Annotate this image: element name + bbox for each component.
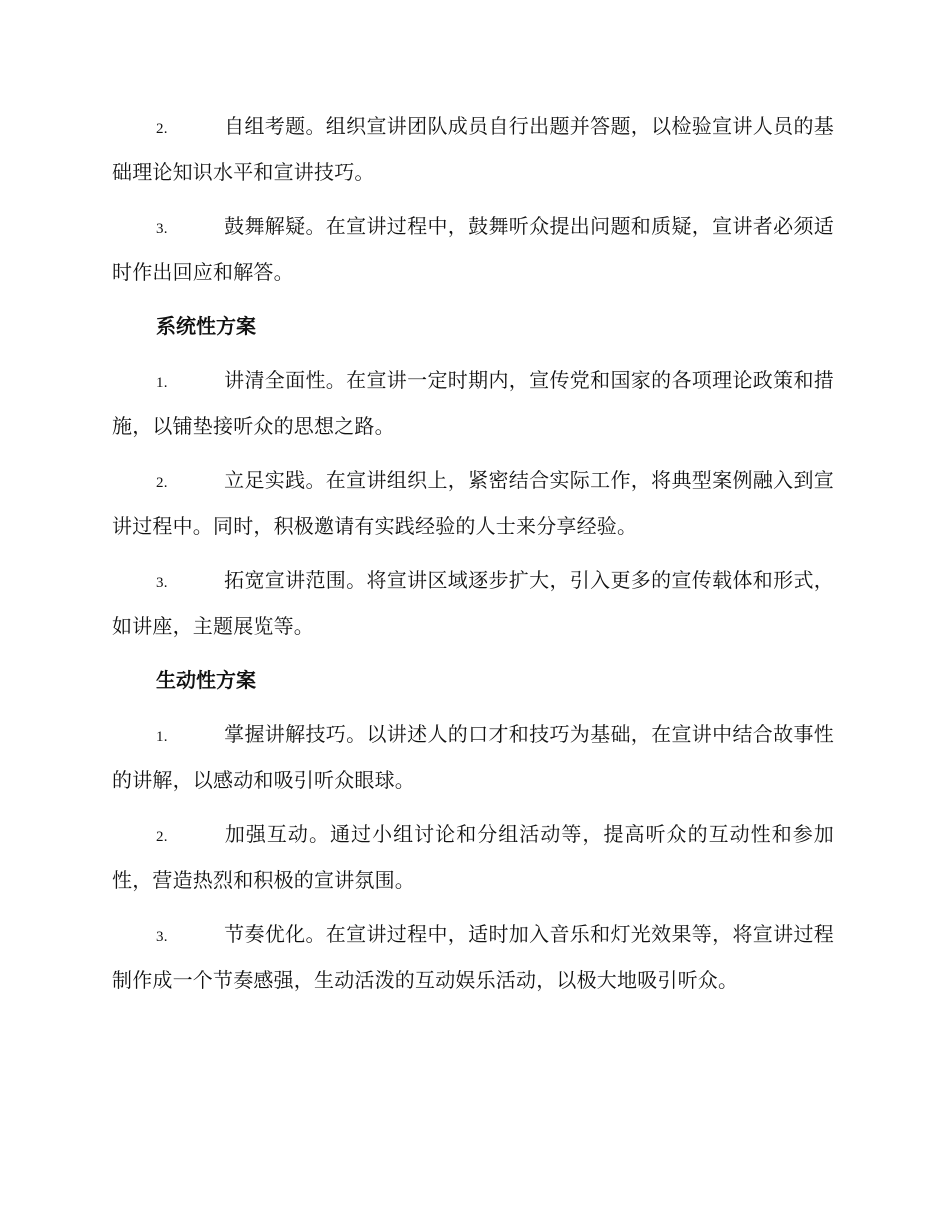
list-item-text: 节奏优化。在宣讲过程中，适时加入音乐和灯光效果等，将宣讲过程制作成一个节奏感强，生动活泼的互动娱乐活动，以极大地吸引听众。 — [112, 922, 834, 992]
list-item — [112, 559, 834, 648]
list-item-number: 3. — [156, 221, 168, 237]
list-item-number: 2. — [156, 475, 168, 491]
list-item-number: 1. — [156, 375, 168, 391]
list-item-text: 自组考题。组织宣讲团队成员自行出题并答题，以检验宣讲人员的基础理论知识水平和宣讲技巧。 — [112, 114, 834, 184]
list-item-text: 掌握讲解技巧。以讲述人的口才和技巧为基础，在宣讲中结合故事性的讲解，以感动和吸引听众眼球。 — [112, 722, 834, 792]
list-item-number: 3. — [156, 929, 168, 945]
document-body — [112, 105, 834, 1013]
list-item — [112, 813, 834, 902]
list-item-text: 讲清全面性。在宣讲一定时期内，宣传党和国家的各项理论政策和措施，以铺垫接听众的思想之路。 — [112, 368, 834, 438]
section-heading: 生动性方案 — [156, 668, 256, 692]
list-item — [112, 913, 834, 1002]
list-item-text: 加强互动。通过小组讨论和分组活动等，提高听众的互动性和参加性，营造热烈和积极的宣讲氛围。 — [112, 822, 834, 892]
list-item-number: 1. — [156, 729, 168, 745]
list-item-number: 2. — [156, 121, 168, 137]
list-item-number: 3. — [156, 575, 168, 591]
list-item — [112, 205, 834, 294]
list-item-number: 2. — [156, 829, 168, 845]
list-item-text: 拓宽宣讲范围。将宣讲区域逐步扩大，引入更多的宣传载体和形式，如讲座，主题展览等。 — [112, 568, 834, 638]
list-item-text: 鼓舞解疑。在宣讲过程中，鼓舞听众提出问题和质疑，宣讲者必须适时作出回应和解答。 — [112, 214, 834, 284]
section-heading: 系统性方案 — [156, 314, 256, 338]
list-item-text: 立足实践。在宣讲组织上，紧密结合实际工作，将典型案例融入到宣讲过程中。同时，积极邀请有实践经验的人士来分享经验。 — [112, 468, 834, 538]
list-item — [112, 459, 834, 548]
list-item — [112, 359, 834, 448]
list-item — [112, 713, 834, 802]
list-item — [112, 105, 834, 194]
